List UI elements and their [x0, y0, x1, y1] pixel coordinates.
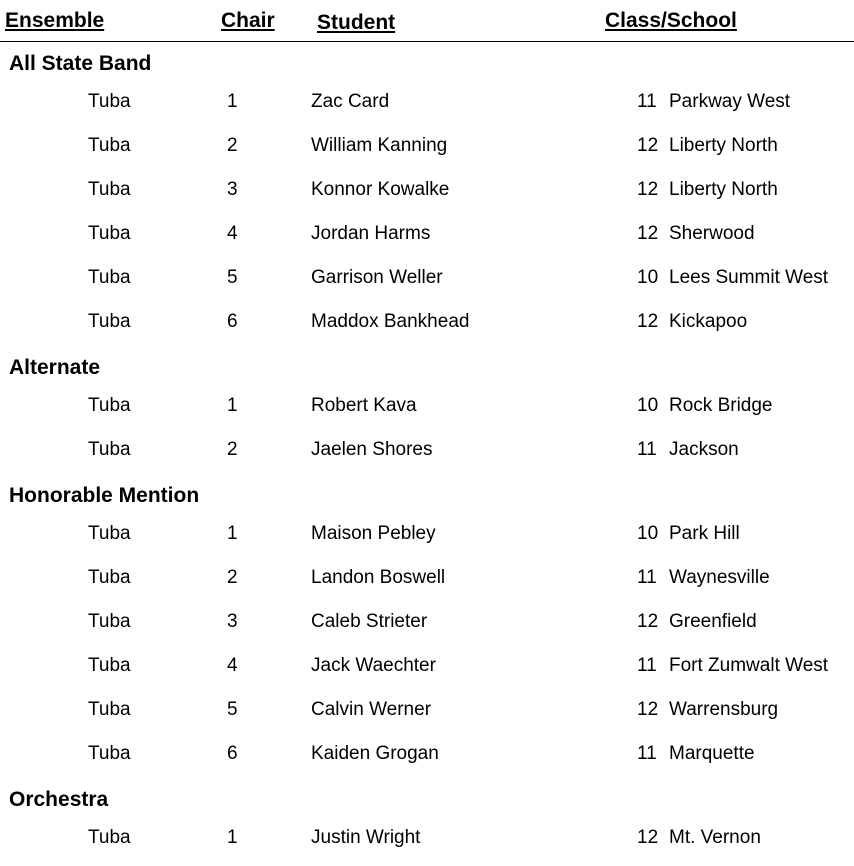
- section-title: Alternate: [9, 356, 101, 379]
- table-row: [0, 825, 854, 851]
- chair-cell: 6: [227, 311, 238, 332]
- school-cell: Greenfield: [669, 611, 757, 632]
- student-cell: Justin Wright: [311, 827, 421, 848]
- school-cell: Jackson: [669, 439, 739, 460]
- chair-cell: 1: [227, 91, 238, 112]
- table-row: [0, 521, 854, 547]
- class-cell: 12: [637, 135, 659, 156]
- student-cell: Jack Waechter: [311, 655, 436, 676]
- school-cell: Sherwood: [669, 223, 755, 244]
- student-cell: Robert Kava: [311, 395, 417, 416]
- class-cell: 10: [637, 267, 659, 288]
- table-row: [0, 697, 854, 723]
- column-header: [0, 0, 854, 42]
- class-cell: 10: [637, 395, 659, 416]
- section-title: Honorable Mention: [9, 484, 200, 507]
- student-cell: Jaelen Shores: [311, 439, 433, 460]
- school-cell: Liberty North: [669, 179, 778, 200]
- class-cell: 10: [637, 523, 659, 544]
- school-cell: Mt. Vernon: [669, 827, 761, 848]
- instrument-cell: Tuba: [88, 743, 131, 764]
- table-row: [0, 609, 854, 635]
- chair-cell: 2: [227, 567, 238, 588]
- table-row: [0, 265, 854, 291]
- student-cell: Landon Boswell: [311, 567, 446, 588]
- instrument-cell: Tuba: [88, 523, 131, 544]
- chair-cell: 4: [227, 223, 238, 244]
- class-cell: 11: [637, 743, 657, 764]
- table-row: [0, 221, 854, 247]
- header-class-school: Class/School: [605, 9, 737, 32]
- school-cell: Rock Bridge: [669, 395, 773, 416]
- student-cell: Garrison Weller: [311, 267, 443, 288]
- class-cell: 11: [637, 567, 657, 588]
- chair-cell: 3: [227, 179, 238, 200]
- instrument-cell: Tuba: [88, 311, 131, 332]
- instrument-cell: Tuba: [88, 135, 131, 156]
- table-row: [0, 565, 854, 591]
- student-cell: William Kanning: [311, 135, 448, 156]
- instrument-cell: Tuba: [88, 655, 131, 676]
- table-row: [0, 177, 854, 203]
- school-cell: Parkway West: [669, 91, 791, 112]
- instrument-cell: Tuba: [88, 179, 131, 200]
- class-cell: 12: [637, 179, 659, 200]
- school-cell: Waynesville: [669, 567, 770, 588]
- instrument-cell: Tuba: [88, 395, 131, 416]
- instrument-cell: Tuba: [88, 267, 131, 288]
- table-row: [0, 89, 854, 115]
- chair-cell: 6: [227, 743, 238, 764]
- student-cell: Caleb Strieter: [311, 611, 428, 632]
- instrument-cell: Tuba: [88, 223, 131, 244]
- table-row: [0, 653, 854, 679]
- school-cell: Park Hill: [669, 523, 740, 544]
- table-row: [0, 133, 854, 159]
- class-cell: 12: [637, 611, 659, 632]
- class-cell: 11: [637, 439, 657, 460]
- student-cell: Zac Card: [311, 91, 390, 112]
- class-cell: 12: [637, 827, 659, 848]
- table-row: [0, 393, 854, 419]
- class-cell: 12: [637, 699, 659, 720]
- instrument-cell: Tuba: [88, 439, 131, 460]
- school-cell: Lees Summit West: [669, 267, 829, 288]
- school-cell: Liberty North: [669, 135, 778, 156]
- class-cell: 12: [637, 311, 659, 332]
- instrument-cell: Tuba: [88, 611, 131, 632]
- chair-cell: 1: [227, 523, 238, 544]
- class-cell: 11: [637, 655, 657, 676]
- instrument-cell: Tuba: [88, 827, 131, 848]
- chair-cell: 2: [227, 135, 238, 156]
- chair-cell: 1: [227, 395, 238, 416]
- student-cell: Jordan Harms: [311, 223, 431, 244]
- section-title: Orchestra: [9, 788, 109, 811]
- chair-cell: 4: [227, 655, 238, 676]
- student-cell: Konnor Kowalke: [311, 179, 450, 200]
- table-row: [0, 309, 854, 335]
- chair-cell: 5: [227, 699, 238, 720]
- student-cell: Maison Pebley: [311, 523, 436, 544]
- school-cell: Warrensburg: [669, 699, 779, 720]
- header-chair: Chair: [221, 9, 275, 32]
- chair-cell: 3: [227, 611, 238, 632]
- chair-cell: 5: [227, 267, 238, 288]
- table-row: [0, 437, 854, 463]
- header-ensemble: Ensemble: [5, 9, 105, 32]
- chair-cell: 2: [227, 439, 238, 460]
- chair-cell: 1: [227, 827, 238, 848]
- class-cell: 12: [637, 223, 659, 244]
- student-cell: Maddox Bankhead: [311, 311, 470, 332]
- school-cell: Marquette: [669, 743, 755, 764]
- student-cell: Kaiden Grogan: [311, 743, 439, 764]
- class-cell: 11: [637, 91, 657, 112]
- instrument-cell: Tuba: [88, 567, 131, 588]
- instrument-cell: Tuba: [88, 699, 131, 720]
- student-cell: Calvin Werner: [311, 699, 432, 720]
- table-row: [0, 741, 854, 767]
- school-cell: Kickapoo: [669, 311, 748, 332]
- section-title: All State Band: [9, 52, 152, 75]
- school-cell: Fort Zumwalt West: [669, 655, 829, 676]
- header-student: Student: [317, 11, 396, 34]
- instrument-cell: Tuba: [88, 91, 131, 112]
